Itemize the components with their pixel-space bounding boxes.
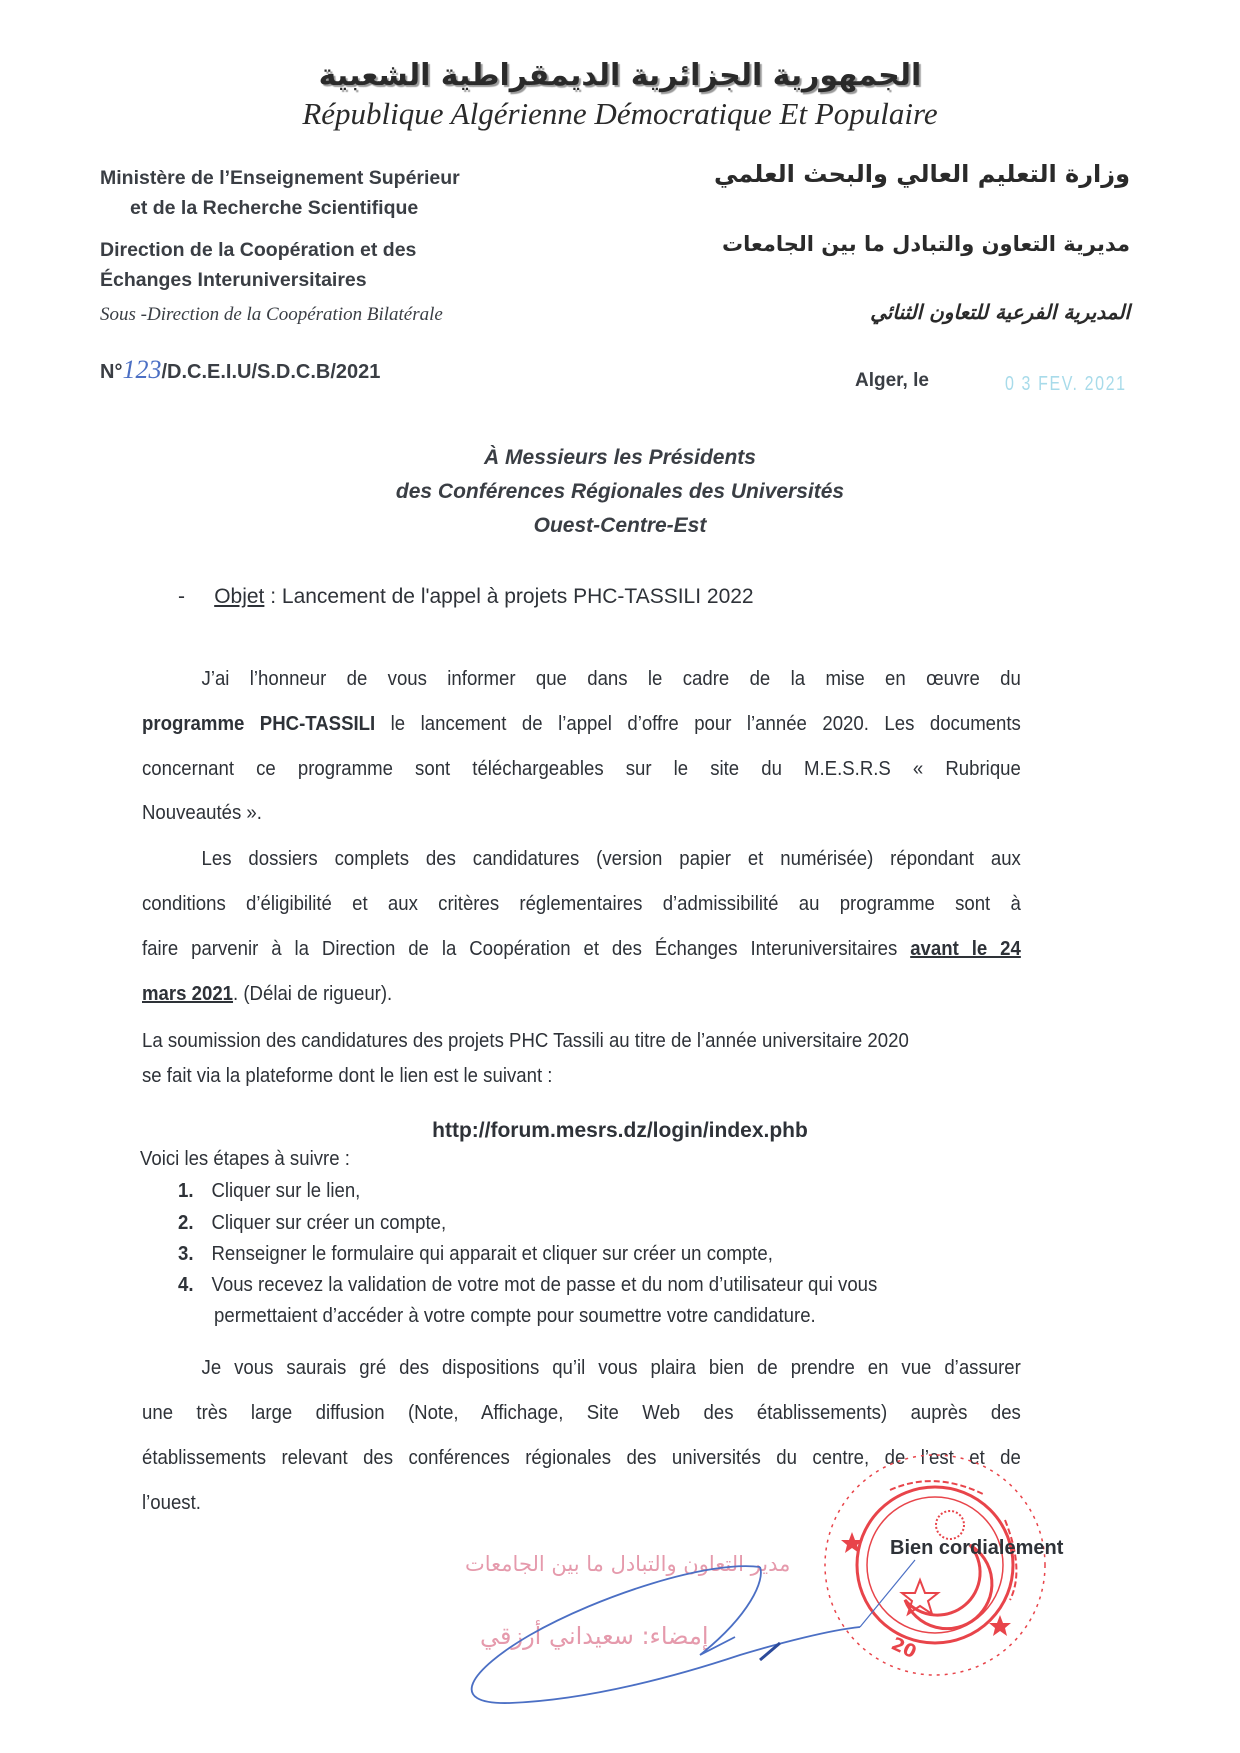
direction-line-2: Échanges Interuniversitaires [100,269,367,291]
paragraph-4-line-2: une très large diffusion (Note, Affichage, Site Web des établissements) auprès des [142,1402,1021,1424]
text: Les dossiers complets des candidatures (version papier et numérisée) répondant aux [201,848,1021,870]
ministry-line-1: Ministère de l’Enseignement Supérieur [100,167,460,189]
paragraph-2-line-2: conditions d’éligibilité et aux critères réglementaires d’admissibilité au programme sont à [142,893,1021,915]
sub-direction-arabic: المديرية الفرعية للتعاون الثنائي [870,300,1130,324]
paragraph-1-line-2 [142,713,1021,736]
paragraph-4-line-4: l’ouest. [142,1492,201,1514]
step-number: 1. [178,1180,194,1202]
ministry-arabic: وزارة التعليم العالي والبحث العلمي [713,160,1130,188]
text: Je vous saurais gré des dispositions qu’il vous plaira bien de prendre en vue d’assurer [201,1357,1021,1379]
subject-bullet: - [178,585,185,608]
signatory-title-arabic: مدير التعاون والتبادل ما بين الجامعات [465,1552,791,1576]
text: J’ai l’honneur de vous informer que dans le cadre de la mise en œuvre du [201,668,1021,690]
svg-text:20: 20 [887,1633,920,1664]
french-republic-title: République Algérienne Démocratique Et Populaire [302,96,938,131]
step-item [178,1180,360,1203]
arabic-republic-title: الجمهورية الجزائرية الديمقراطية الشعبية [318,58,922,93]
signatory-name-arabic: إمضاء: سعيداني أرزقي [480,1622,709,1650]
handwritten-signature-icon [450,1555,930,1715]
step-item [178,1243,773,1266]
paragraph-1-line-1 [142,668,1021,691]
paragraph-2-line-4 [142,983,1021,1006]
paragraph-1-line-3: concernant ce programme sont téléchargeables sur le site du M.E.S.R.S « Rubrique [142,758,1021,780]
program-name: programme PHC-TASSILI [142,713,376,735]
addressee-line-3: Ouest-Centre-Est [533,514,707,537]
direction-line-1: Direction de la Coopération et des [100,239,417,261]
paragraph-2-line-1 [142,848,1021,871]
deadline-part-1: avant le 24 [910,938,1021,960]
step-number: 4. [178,1274,194,1296]
subject-line [178,585,754,609]
addressee-line-1: À Messieurs les Présidents [484,446,756,469]
direction-arabic: مديرية التعاون والتبادل ما بين الجامعات [722,232,1130,256]
step-text: Cliquer sur créer un compte, [211,1212,447,1234]
deadline-part-2: mars 2021 [142,983,234,1005]
subject-label: Objet [214,585,265,608]
paragraph-4-line-1 [142,1357,1021,1380]
paragraph-2-line-3 [142,938,1021,961]
text: . (Délai de rigueur). [233,983,393,1005]
step-item [178,1274,877,1297]
date-stamp: 0 3 FEV. 2021 [1005,373,1127,395]
paragraph-4-line-3: établissements relevant des conférences régionales des universités du centre, de l’est et de [142,1447,1021,1469]
closing-salutation: Bien cordialement [890,1537,1064,1559]
step-text: Renseigner le formulaire qui apparait et cliquer sur créer un compte, [211,1243,773,1265]
paragraph-3-line-1: La soumission des candidatures des projets PHC Tassili au titre de l’année universitaire 2020 [142,1030,909,1052]
subject-text: : Lancement de l'appel à projets PHC-TASSILI 2022 [264,585,754,608]
step-text-continued: permettaient d’accéder à votre compte pour soumettre votre candidature. [214,1305,816,1327]
step-text: Vous recevez la validation de votre mot de passe et du nom d’utilisateur qui vous [211,1274,878,1296]
ministry-line-2: et de la Recherche Scientifique [130,197,419,219]
platform-link[interactable]: http://forum.mesrs.dz/login/index.phb [432,1119,808,1142]
paragraph-1-line-4: Nouveautés ». [142,802,262,824]
step-number: 2. [178,1212,194,1234]
step-number: 3. [178,1243,194,1265]
step-text: Cliquer sur le lien, [211,1180,361,1202]
place-label: Alger, le [855,370,929,391]
ref-handwritten-number: 123 [122,355,162,384]
text: faire parvenir à la Direction de la Coopération et des Échanges Interuniversitaires [142,938,911,960]
ref-prefix: N° [100,361,123,383]
sub-direction: Sous -Direction de la Coopération Bilatérale [100,304,443,325]
ref-suffix: /D.C.E.I.U/S.D.C.B/2021 [161,361,381,383]
steps-intro: Voici les étapes à suivre : [140,1148,350,1170]
text: le lancement de l’appel d’offre pour l’année 2020. Les documents [375,713,1021,735]
step-item [178,1212,446,1235]
reference-number [100,355,380,385]
addressee-line-2: des Conférences Régionales des Universités [395,480,845,503]
paragraph-3-line-2: se fait via la plateforme dont le lien est le suivant : [142,1065,553,1087]
